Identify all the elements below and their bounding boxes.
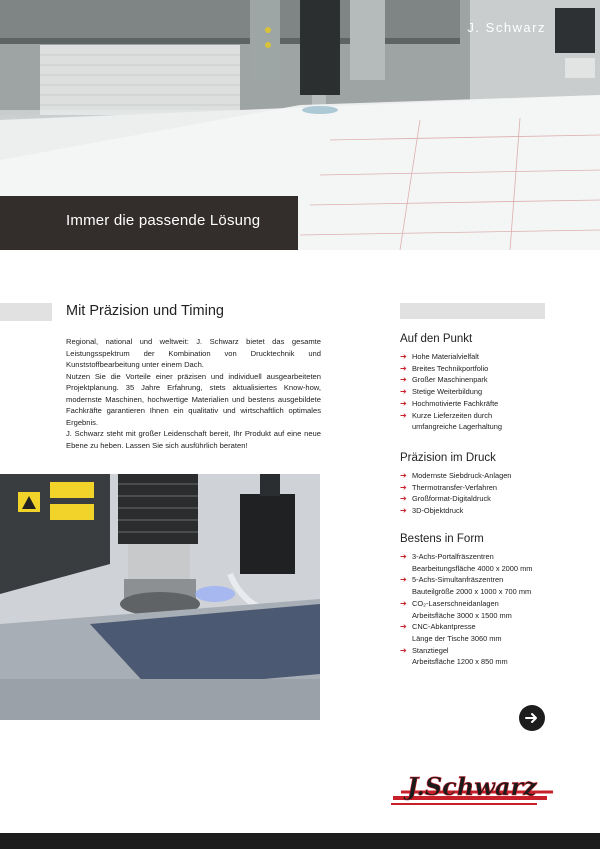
list-item-subtext: Bauteilgröße 2000 x 1000 x 700 mm: [412, 587, 532, 597]
footer-bar: [0, 833, 600, 849]
page-title: Mit Präzision und Timing: [66, 303, 224, 319]
schwarz-logo: [387, 768, 559, 808]
list-item: [400, 621, 570, 644]
section-auf-den-punkt: [400, 333, 570, 433]
arrow-right-icon: ➔: [400, 506, 407, 516]
section-heading: Bestens in Form: [400, 533, 484, 545]
list-item: [400, 351, 570, 363]
list-item-text: Hohe Materialvielfalt: [412, 352, 479, 361]
list-item-text: CNC-Abkantpresse: [412, 622, 476, 632]
list-item: [400, 363, 570, 375]
brand-label: J. Schwarz: [467, 20, 546, 35]
list-item-text: 5-Achs-Simultanfräszentren: [412, 575, 504, 585]
list-item-text: Kurze Lieferzeiten durch: [412, 410, 493, 420]
list-item: [400, 551, 570, 574]
arrow-right-icon: ➔: [400, 552, 407, 561]
arrow-right-icon: ➔: [400, 410, 407, 420]
arrow-right-icon: ➔: [400, 387, 407, 397]
list-item: [400, 482, 570, 494]
arrow-right-icon: ➔: [400, 575, 407, 585]
intro-paragraph: Regional, national und weltweit: J. Schwarz bietet das gesamte Leistungsspektrum der Kombination von Drucktechnik und Kunststoffbearbeitung unter einem Dach.: [66, 337, 321, 369]
arrow-right-icon: ➔: [400, 598, 407, 608]
list-item: [400, 645, 570, 668]
list-item-subtext: Arbeitsfläche 3000 x 1500 mm: [412, 610, 512, 620]
list-item: [400, 398, 570, 410]
laser-cutter-illustration: [0, 474, 320, 720]
list-item-text: Großformat-Digitaldruck: [412, 494, 491, 504]
section-bestens-in-form: [400, 533, 570, 668]
section-heading: Auf den Punkt: [400, 333, 473, 345]
list-item: [400, 574, 570, 597]
arrow-right-icon: ➔: [400, 398, 407, 408]
arrow-right-icon: ➔: [400, 352, 407, 361]
list-item-text: 3-Achs-Portalfräszentren: [412, 552, 494, 561]
arrow-right-icon: ➔: [400, 482, 407, 492]
list-item-text: Modernste Siebdruck-Anlagen: [412, 471, 512, 480]
laser-machine-photo: [0, 474, 320, 720]
list-item-text: Stanztiegel: [412, 645, 449, 655]
svg-text:J.Schwarz: J.Schwarz: [407, 772, 537, 801]
list-item: [400, 505, 570, 517]
list-item: [400, 598, 570, 621]
arrow-right-icon: ➔: [400, 471, 407, 480]
list-item-subtext: Länge der Tische 3060 mm: [412, 633, 502, 643]
list-item-text: Großer Maschinenpark: [412, 375, 488, 385]
arrow-right-icon: ➔: [400, 645, 407, 655]
arrow-right-icon: ➔: [400, 375, 407, 385]
list-item-text: Thermotransfer-Verfahren: [412, 482, 498, 492]
arrow-right-icon: ➔: [400, 363, 407, 373]
list-item-text: CO₂-Laserschneidanlagen: [412, 598, 499, 608]
hero-image: [0, 0, 600, 250]
arrow-right-icon: ➔: [400, 494, 407, 504]
list-item-subtext: umfangreiche Lagerhaltung: [412, 422, 502, 432]
feature-list: [400, 351, 570, 433]
list-item: [400, 493, 570, 505]
intro-paragraph: J. Schwarz steht mit großer Leidenschaft bereit, Ihr Produkt auf eine neue Ebene zu heben. Lassen Sie sich ausführlich beraten!: [66, 429, 321, 450]
intro-paragraph: Nutzen Sie die Vorteile einer präzisen und individuell ausgearbeiteten Projektplanung. 35 Jahre Erfahrung, stets aktualisiertes Know-how, modernste Maschinen, hochwertige Materialien und bestens ausgebildete Fachkräfte garantieren Ihnen ein qualitativ und wirtschaftlich optimales Ergebnis.: [66, 371, 321, 427]
list-item-subtext: Arbeitsfläche 1200 x 850 mm: [412, 657, 508, 667]
list-item: [400, 410, 570, 433]
arrow-circle-right-icon: [525, 711, 539, 725]
list-item: [400, 470, 570, 482]
arrow-right-icon: ➔: [400, 622, 407, 632]
brand-logo: [387, 768, 559, 812]
section-praezision-im-druck: [400, 452, 570, 517]
list-item-text: Stetige Weiterbildung: [412, 387, 483, 397]
section-bar-left: [0, 303, 52, 321]
feature-list: [400, 470, 570, 517]
hero-banner: [0, 196, 298, 250]
list-item-text: 3D-Objektdruck: [412, 506, 464, 516]
list-item: [400, 374, 570, 386]
list-item-subtext: Bearbeitungsfläche 4000 x 2000 mm: [412, 563, 533, 573]
hero-headline: Immer die passende Lösung: [66, 212, 261, 229]
section-heading: Präzision im Druck: [400, 452, 496, 464]
intro-text: [66, 336, 321, 451]
list-item-text: Breites Technikportfolio: [412, 363, 489, 373]
section-bar-right: [400, 303, 545, 319]
feature-list: [400, 551, 570, 668]
next-page-button[interactable]: [519, 705, 545, 731]
list-item: [400, 386, 570, 398]
list-item-text: Hochmotivierte Fachkräfte: [412, 398, 499, 408]
